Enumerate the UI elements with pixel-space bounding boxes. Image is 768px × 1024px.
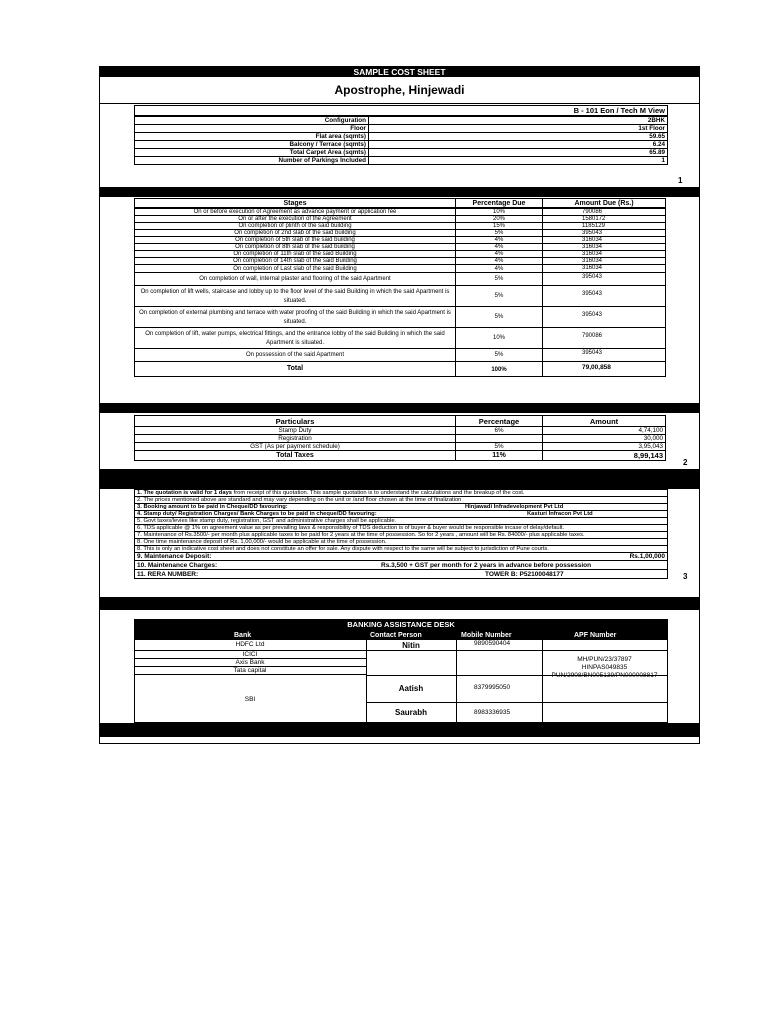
stage-amount: 395043 [542, 306, 666, 328]
stage-amount: 395043 [542, 229, 666, 237]
stage-label: On or before execution of Agreement as advance payment or application fee [134, 208, 456, 216]
maintenance-deposit-value: Rs.1,00,000 [629, 553, 665, 560]
stage-percentage: 10% [455, 208, 543, 216]
config-value: 1st Floor [368, 124, 668, 133]
stage-amount: 395043 [542, 348, 666, 362]
contact-aatish: Aatish [398, 684, 424, 693]
stage-label: On completion of Last slab of the said Building [134, 264, 456, 273]
stage-label: On completion of external plumbing and terrace with water proofing of the said Building in which the said Apartment is situated. [134, 306, 456, 328]
stage-percentage: 5% [455, 229, 543, 237]
stage-amount: 1580172 [542, 215, 666, 223]
config-value: 65.89 [368, 148, 668, 157]
stage-amount: 395043 [542, 285, 666, 307]
taxes-total-label: Total Taxes [134, 450, 456, 461]
stage-amount: 316034 [542, 250, 666, 258]
tax-percentage: 6% [455, 426, 543, 435]
stage-percentage: 5% [455, 306, 543, 328]
divider-bar [100, 403, 699, 413]
stage-label: On possession of the said Apartment [134, 348, 456, 362]
header-stages: Stages [134, 198, 456, 208]
tax-amount: 4,74,100 [542, 426, 666, 435]
apf-axis: PUN/2908/BN005139/PN000008817 [551, 672, 658, 679]
notes-block [134, 489, 668, 597]
header-percentage: Percentage [455, 415, 543, 427]
stage-percentage: 5% [455, 348, 543, 362]
taxes-total-amount: 8,99,143 [542, 450, 666, 461]
config-label: Flat area (sqmts) [134, 132, 369, 141]
contact-saurabh: Saurabh [394, 708, 427, 717]
tax-label: Registration [134, 434, 456, 443]
banner: SAMPLE COST SHEET [100, 67, 699, 77]
stage-percentage: 4% [455, 257, 543, 265]
col-apf: APF Number [574, 632, 617, 639]
footer-bar [100, 723, 699, 737]
stage-percentage: 5% [455, 285, 543, 307]
maintenance-charges-value: Rs.3,500 + GST per month for 2 years in advance before possession [381, 562, 592, 569]
banking-desk [134, 619, 668, 723]
section-number-1: 1 [678, 176, 683, 185]
stage-amount: 316034 [542, 236, 666, 244]
maintenance-deposit: 9. Maintenance Deposit: Rs.1,00,000 [134, 552, 668, 561]
apf-icici: HINPAS049835 [581, 664, 628, 671]
apf-hdfc: MH/PUN/23/37897 [577, 656, 632, 663]
note-5: 5. Govt taxes/levies like stamp duty, registration, GST and administrative charges shall be applicable. [134, 517, 668, 525]
mobile-nitin: 9890590404 [474, 640, 511, 647]
stage-amount: 395043 [542, 272, 666, 286]
stage-label: On completion of 8th slab of the said building [134, 243, 456, 251]
stage-percentage: 5% [455, 272, 543, 286]
rera-number: 11. RERA NUMBER: TOWER B: P52100048177 [134, 569, 668, 579]
note-3: 3. Booking amount to be paid in Cheque/DD favouring: Hinjawadi Infradevelopment Pvt Ltd [134, 503, 668, 511]
divider-bar [100, 597, 699, 610]
bank-icici: ICICI [242, 651, 258, 658]
bank-axis: Axis Bank [235, 659, 265, 666]
stage-label: On or after the execution of the Agreement [134, 215, 456, 223]
config-label: Floor [134, 124, 369, 133]
stage-label: On completion of 2nd slab of the said building [134, 229, 456, 237]
mobile-aatish: 8379995050 [474, 684, 511, 691]
config-value: 2BHK [368, 116, 668, 125]
header-amount: Amount [542, 415, 666, 427]
stage-percentage: 15% [455, 222, 543, 230]
stage-percentage: 4% [455, 243, 543, 251]
bank-hdfc: HDFC Ltd [235, 641, 265, 648]
stage-amount: 790086 [542, 327, 666, 349]
note-2: 2. The prices mentioned above are standard and may vary depending on the unit or /and floor chosen at the time of finalization [134, 496, 668, 504]
header-particulars: Particulars [134, 415, 456, 427]
taxes-total-percentage: 11% [455, 450, 543, 461]
stage-percentage: 4% [455, 250, 543, 258]
stage-amount: 316034 [542, 257, 666, 265]
booking-payee: Hinjawadi Infradevelopment Pvt Ltd [465, 504, 564, 510]
tax-percentage: 5% [455, 442, 543, 451]
note-4: 4. Stamp duty/ Registration Charges/ Bank Charges to be paid in cheque/DD favouring: Kasturi Infracon Pvt Ltd [134, 510, 668, 518]
config-label: Total Carpet Area (sqmts) [134, 148, 369, 157]
col-bank: Bank [234, 632, 252, 639]
tax-amount: 3,95,043 [542, 442, 666, 451]
config-value: 1 [368, 156, 668, 165]
stage-label: On completion of wall, internal plaster and flooring of the said Apartment [134, 272, 456, 286]
stage-percentage: 20% [455, 215, 543, 223]
stage-amount: 316034 [542, 264, 666, 273]
stage-percentage: 10% [455, 327, 543, 349]
note-9: 8. This is only an indicative cost sheet and does not constitute an offer for sale. Any dispute with respect to the same will be subject to jurisdiction of Pune courts. [134, 545, 668, 553]
tax-label: Stamp Duty [134, 426, 456, 435]
cost-sheet [99, 66, 700, 744]
stage-label: On completion of lift wells, staircase and lobby up to the floor level of the said Building in which the said Apartment is situated. [134, 285, 456, 307]
banking-title: BANKING ASSISTANCE DESK [134, 619, 668, 630]
col-contact: Contact Person [370, 632, 422, 639]
unit-name: B - 101 Eon / Tech M View [134, 105, 668, 116]
stages-total-amount: 79,00,858 [542, 361, 666, 377]
col-mobile: Mobile Number [461, 632, 512, 639]
note-7: 7. Maintenance of Rs.3500/- per month plus applicable taxes to be paid for 2 years at the time of possession. So for 2 years , amount will be Rs. 84000/- plus applicable taxes. [134, 531, 668, 539]
contact-nitin: Nitin [402, 641, 420, 650]
stage-percentage: 4% [455, 264, 543, 273]
bank-tata: Tata capital [233, 667, 267, 674]
stage-label: On completion of 11th slab of the said Building [134, 250, 456, 258]
stage-amount: 790086 [542, 208, 666, 216]
config-label: Balcony / Terrace (sqmts) [134, 140, 369, 149]
stage-amount: 316034 [542, 243, 666, 251]
header-percentage-due: Percentage Due [455, 198, 543, 208]
config-value: 59.65 [368, 132, 668, 141]
config-value: 6.24 [368, 140, 668, 149]
tax-label: GST (As per payment schedule) [134, 442, 456, 451]
stamp-duty-payee: Kasturi Infracon Pvt Ltd [527, 511, 593, 517]
stages-total-label: Total [134, 361, 456, 377]
note-6: 6. TDS applicable @ 1% on agreement value as per prevailing laws & responsibility of TDS deduction is of buyer & buyer would be responsible incase of delay/default. [134, 524, 668, 532]
section-number-3: 3 [683, 572, 688, 581]
project-title: Apostrophe, Hinjewadi [334, 83, 465, 97]
header-amount-due: Amount Due (Rs.) [542, 198, 666, 208]
divider-bar [100, 187, 699, 197]
stage-label: On completion of lift, water pumps, electrical fittings, and the entrance lobby of the said Building in which the said Apartment is situated. [134, 327, 456, 349]
stages-total-percentage: 100% [455, 361, 543, 377]
note-1: 1. The quotation is valid for 1 days from receipt of this quotation. This sample quotation is to understand the calculations and the breakup of the cost. [134, 489, 668, 497]
config-label: Configuration [134, 116, 369, 125]
stage-amount: 1185129 [542, 222, 666, 230]
mobile-saurabh: 8983336935 [474, 709, 511, 716]
rera-number-value: TOWER B: P52100048177 [485, 571, 564, 578]
config-label: Number of Parkings Included [134, 156, 369, 165]
maintenance-charges: 10. Maintenance Charges: Rs.3,500 + GST per month for 2 years in advance before possession [134, 560, 668, 570]
section-number-2: 2 [683, 458, 688, 467]
stage-label: On completion of 14th slab of the said Building [134, 257, 456, 265]
bank-sbi: SBI [244, 696, 256, 703]
tax-amount: 30,000 [542, 434, 666, 443]
stage-label: On completion of plinth of the said building [134, 222, 456, 230]
divider-bar [100, 469, 699, 489]
note-8: 8. One time maintenance deposit of Rs. 1,00,000/- would be applicable at the time of possession. [134, 538, 668, 546]
stage-percentage: 4% [455, 236, 543, 244]
stage-label: On completion of 5th slab of the said building [134, 236, 456, 244]
